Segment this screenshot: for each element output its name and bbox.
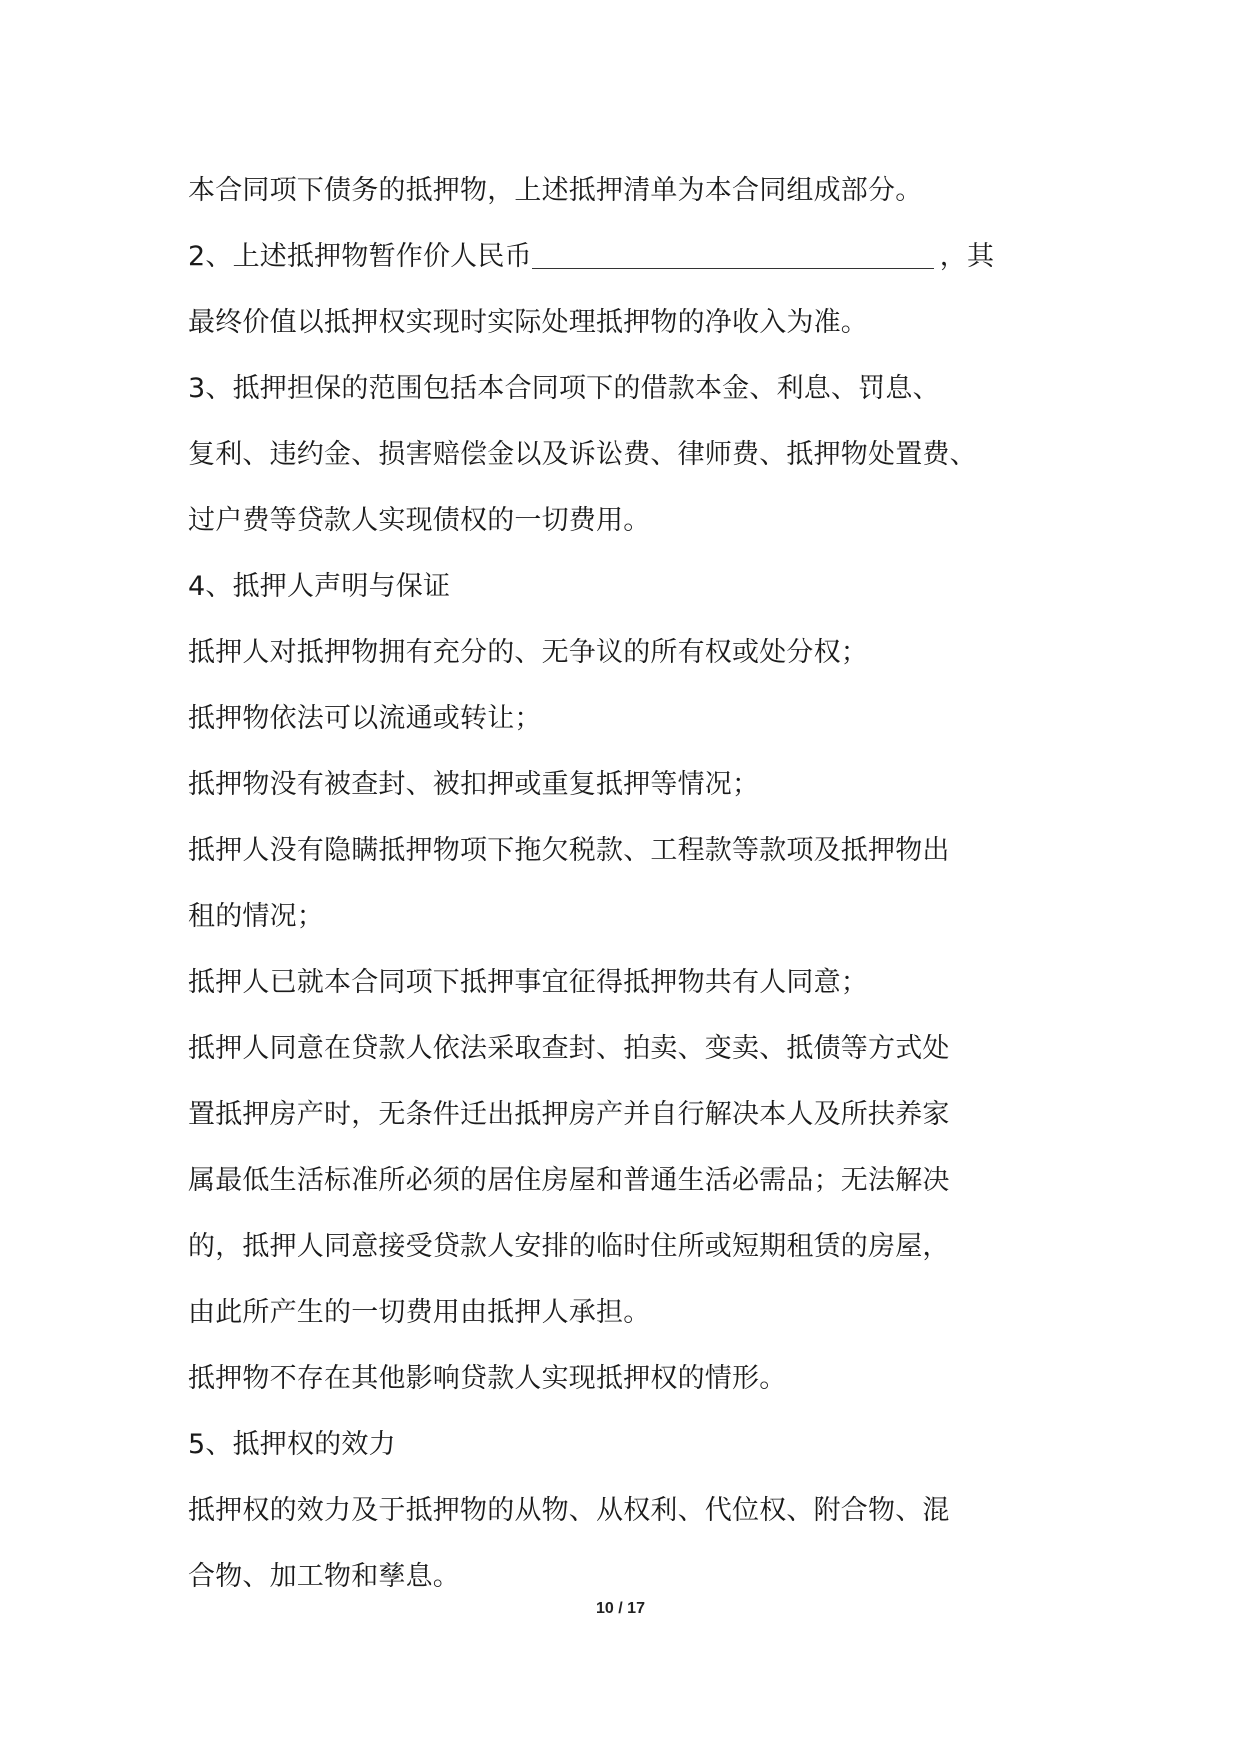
text-line: 最终价值以抵押权实现时实际处理抵押物的净收入为准。	[188, 307, 868, 338]
text-line: 抵押人已就本合同项下抵押事宜征得抵押物共有人同意；	[188, 967, 868, 998]
text-line: 租的情况；	[188, 901, 324, 932]
text-line: 合物、加工物和孳息。	[188, 1561, 460, 1592]
text-line: 由此所产生的一切费用由抵押人承担。	[188, 1297, 651, 1328]
text-line: 的，抵押人同意接受贷款人安排的临时住所或短期租赁的房屋，	[188, 1231, 950, 1262]
text-line: 复利、违约金、损害赔偿金以及诉讼费、律师费、抵押物处置费、	[188, 439, 977, 470]
text-segment: ，其	[939, 241, 995, 272]
text-line: 抵押物不存在其他影响贷款人实现抵押权的情形。	[188, 1363, 787, 1394]
section-heading: 4、抵押人声明与保证	[188, 571, 451, 602]
text-line: 属最低生活标准所必须的居住房屋和普通生活必需品；无法解决	[188, 1165, 950, 1196]
text-line: 本合同项下债务的抵押物，上述抵押清单为本合同组成部分。	[188, 175, 923, 206]
text-line: 抵押物没有被查封、被扣押或重复抵押等情况；	[188, 769, 760, 800]
fill-in-blank	[532, 238, 934, 269]
text-line: 抵押人对抵押物拥有充分的、无争议的所有权或处分权；	[188, 637, 868, 668]
text-line: 抵押物依法可以流通或转让；	[188, 703, 542, 734]
text-line: 3、抵押担保的范围包括本合同项下的借款本金、利息、罚息、	[188, 373, 940, 404]
page-number: 10 / 17	[596, 1600, 645, 1617]
text-line: 抵押权的效力及于抵押物的从物、从权利、代位权、附合物、混	[188, 1495, 950, 1526]
text-line: 抵押人同意在贷款人依法采取查封、拍卖、变卖、抵债等方式处	[188, 1033, 950, 1064]
text-line-with-blank	[188, 224, 1068, 290]
text-segment: 2、上述抵押物暂作价人民币	[188, 241, 532, 272]
text-line: 过户费等贷款人实现债权的一切费用。	[188, 505, 651, 536]
text-line: 置抵押房产时，无条件迁出抵押房产并自行解决本人及所扶养家	[188, 1099, 950, 1130]
text-line: 抵押人没有隐瞒抵押物项下拖欠税款、工程款等款项及抵押物出	[188, 835, 950, 866]
section-heading: 5、抵押权的效力	[188, 1429, 396, 1460]
document-body	[188, 158, 1068, 1610]
